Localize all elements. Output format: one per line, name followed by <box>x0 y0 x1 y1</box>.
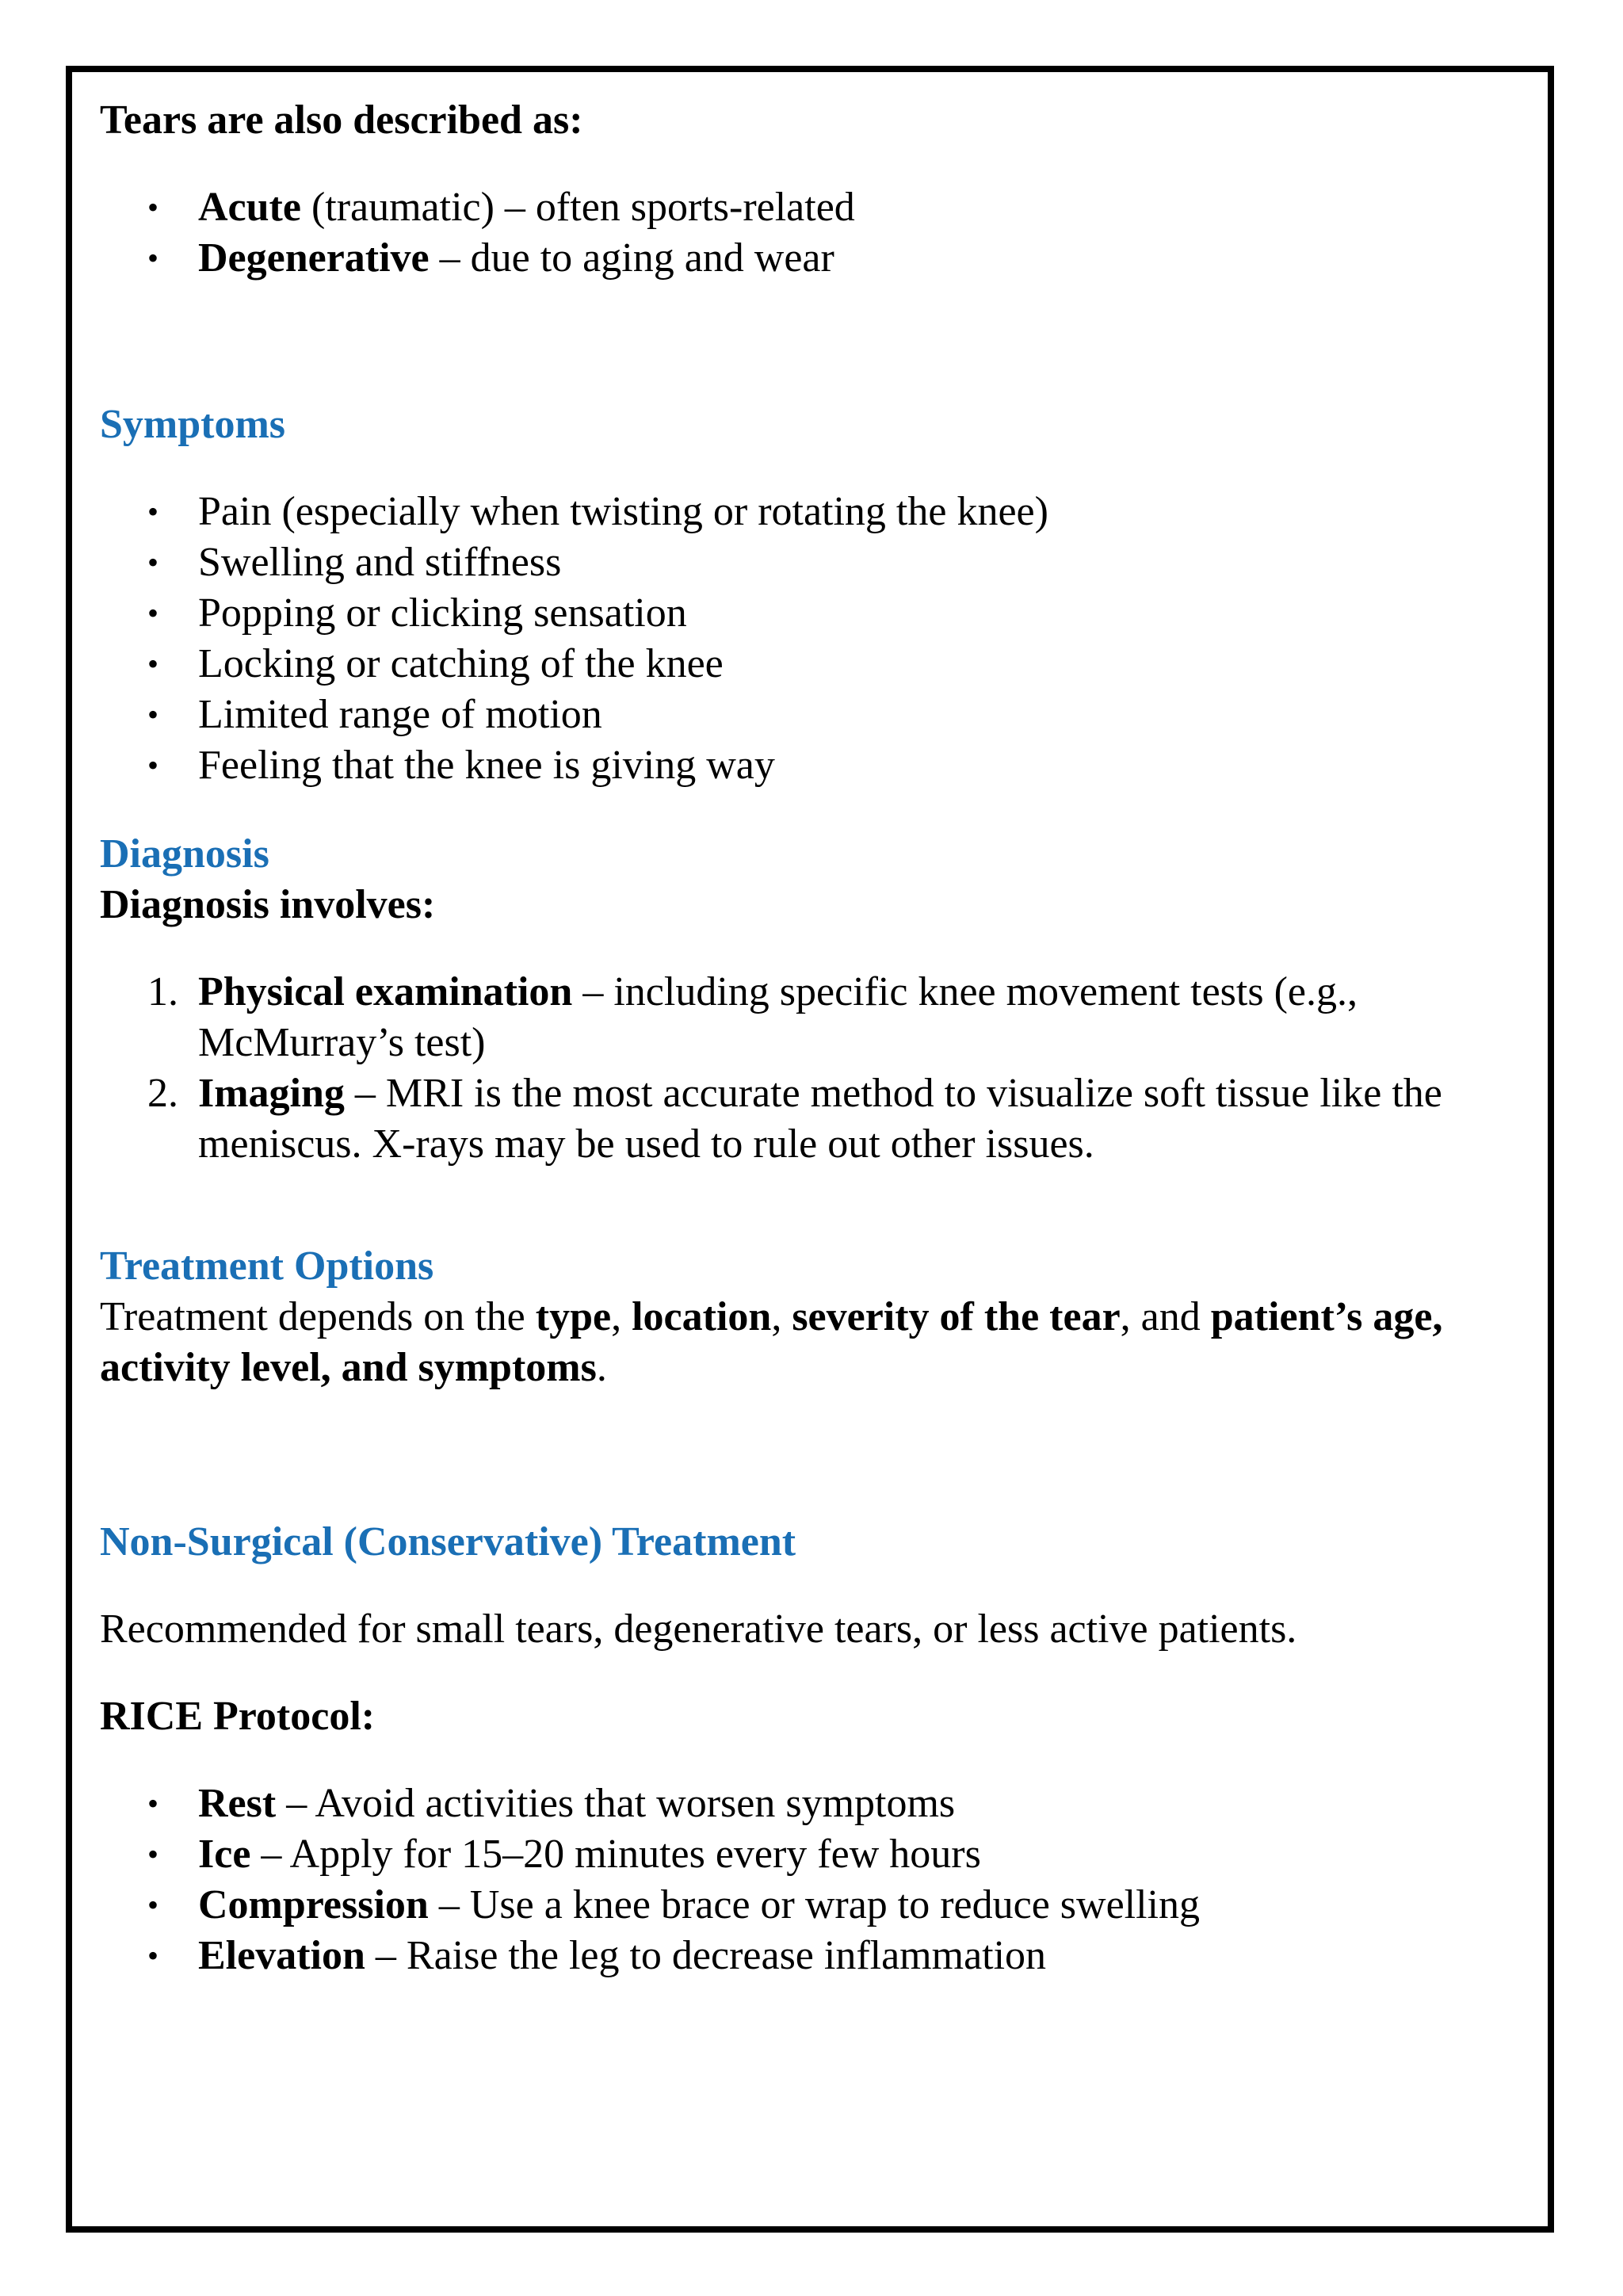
document-content <box>100 95 1542 1981</box>
treatment-options-text: Treatment depends on the type, location, severity of the tear, and patient’s age, activity level, and symptoms. <box>100 1294 1443 1390</box>
tear-types-intro: Tears are also described as: <box>100 97 583 143</box>
non-surgical-heading: Non-Surgical (Conservative) Treatment <box>100 1519 796 1564</box>
list-item: • Locking or catching of the knee <box>100 639 1542 690</box>
list-item: • Compression – Use a knee brace or wrap to reduce swelling <box>100 1880 1542 1931</box>
list-item: • Limited range of motion <box>100 690 1542 740</box>
rice-protocol-title: RICE Protocol: <box>100 1694 376 1739</box>
list-item: • Ice – Apply for 15–20 minutes every few hours <box>100 1829 1542 1880</box>
list-item: • Elevation – Raise the leg to decrease inflammation <box>100 1931 1542 1981</box>
list-item: 1. Physical examination – including specific knee movement tests (e.g., McMurray’s test) <box>147 969 1358 1065</box>
list-item: • Rest – Avoid activities that worsen symptoms <box>100 1778 1542 1829</box>
non-surgical-recommendation: Recommended for small tears, degenerative tears, or less active patients. <box>100 1606 1297 1652</box>
rice-list <box>100 1778 1542 1981</box>
list-item: 2. Imaging – MRI is the most accurate method to visualize soft tissue like the meniscus. X-rays may be used to rule out other issues. <box>147 1071 1442 1167</box>
list-item: • Popping or clicking sensation <box>100 588 1542 639</box>
tear-types-list <box>100 182 1542 284</box>
list-item: • Pain (especially when twisting or rotating the knee) <box>100 487 1542 537</box>
diagnosis-list <box>100 967 1542 1170</box>
list-item: • Degenerative – due to aging and wear <box>100 233 1542 284</box>
treatment-options-heading: Treatment Options <box>100 1244 434 1289</box>
list-item: • Feeling that the knee is giving way <box>100 740 1542 791</box>
diagnosis-heading: Diagnosis <box>100 831 269 877</box>
list-item: • Swelling and stiffness <box>100 537 1542 588</box>
diagnosis-intro: Diagnosis involves: <box>100 882 436 927</box>
symptoms-list <box>100 487 1542 791</box>
list-item: • Acute (traumatic) – often sports-related <box>100 182 1542 233</box>
symptoms-heading: Symptoms <box>100 402 286 447</box>
